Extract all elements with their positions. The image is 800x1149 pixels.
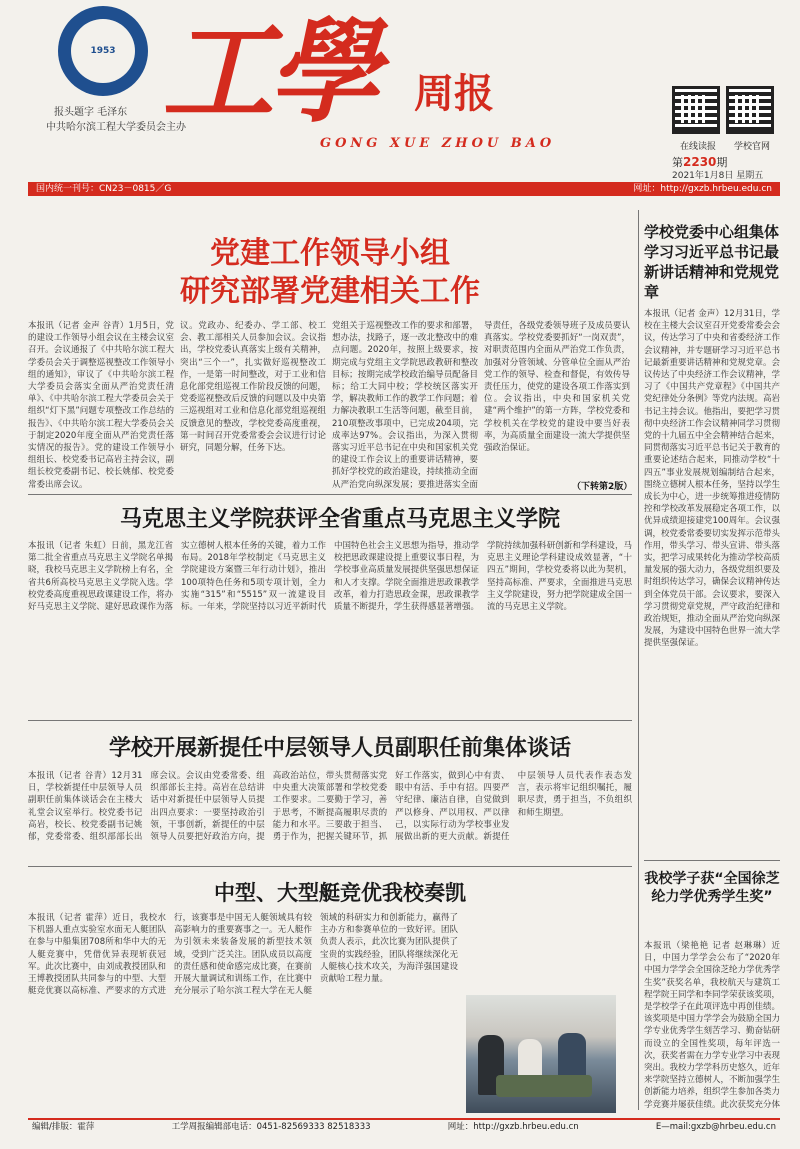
school-seal-logo	[58, 6, 148, 96]
qr-code-school-site[interactable]	[726, 86, 774, 134]
qr-right-label: 学校官网	[733, 142, 770, 152]
sidebar2-headline: 我校学子获“全国徐芝纶力学优秀学生奖”	[644, 871, 780, 905]
qr-left-label: 在线读报	[679, 142, 716, 152]
divider	[28, 720, 632, 721]
issue-value: 2230	[683, 155, 717, 169]
seal-year: 1953	[90, 46, 116, 56]
lead-story-column-1: 本报讯（记者 金声 谷青）1月5日，党的建设工作领导小组会议在主楼会议室召开。会议通报了《中共哈尔滨工程大学委员会关于调整巡视整改工作领导小组的通知》，审议了《中共哈尔滨工程大学委员会落实全面从严治党责任清单》、《中共哈尔滨工程大学委员会关于组织“灯下黑”问题专项整改工作总结的报告》、《中共哈尔滨工程大学委员会关于制定2020年度全面从严治党责任落实情况的报告》。党的建设工作领导小组组长、校党委书记高岩主持会议，副组长校党委副书记、校长姚郁、校党委常委出席会议。	[28, 321, 174, 490]
story3-body: 本报讯（记者 谷青）12月31日，学校新提任中层领导人员副职任前集体谈话会在主楼大礼堂会议室举行。校党委书记高岩，校长、校党委副书记姚郁，党委常委、组织部部长出席会议。会议由党委常委、组织部部长主持。高岩在总结讲话中对新提任中层领导人员提出四点要求：一要坚持政治引领，干事创新，新提任的中层领导人员要把好政治方向，提高政治站位，带头贯彻落实党中央重大决策部署和学校党委工作要求。二要勤于学习，善于思考，不断提高履职尽责的能力和水平。三要敢于担当、勇于作为，把握关键环节，抓好工作落实，做到心中有责、眼中有活、手中有招。四要严守纪律、廉洁自律，自觉做到严以修身、严以用权、严以律己，以实际行动为学校事业发展做出新的更大贡献。新提任中层领导人员代表作表态发言，表示将牢记组织嘱托，履职尽责，勇于担当，不负组织和师生期望。	[28, 771, 632, 843]
photo-boat-model	[496, 1075, 592, 1097]
story4-headline: 中型、大型艇竞优我校奏凯	[214, 881, 466, 905]
school-seal-inner	[71, 19, 135, 83]
lead-headline-line2: 研究部署党建相关工作	[180, 274, 480, 309]
story2-headline: 马克思主义学院获评全省重点马克思主义学院	[119, 507, 560, 532]
newspaper-pinyin: GONG XUE ZHOU BAO	[320, 136, 556, 151]
story3-headline: 学校开展新提任中层领导人员副职任前集体谈话	[108, 736, 571, 761]
footer-editor: 编辑/排版：霍萍	[32, 1122, 95, 1132]
divider	[28, 866, 632, 867]
footer-website[interactable]: 网址：http://gxzb.hrbeu.edu.cn	[447, 1122, 579, 1132]
newspaper-title: 周报	[414, 71, 494, 117]
lead-story-column-4: 导责任，各级党委领导班子及成员要认真落实。学校党委要抓好“一岗双责”，对职责范围内全面从严治党工作负责，加强对分管领域、分管单位全面从严治党工作的领导、检查和督促，有效传导责任压力，使党的建设各项工作落实到位。会议指出，中央和国家机关党建“两个维护”的第一方阵，学校党委和学校机关在学校党的建设中要当好表率，为高质量全面建设一流大学提供坚强政治保证。	[484, 321, 630, 454]
footer-office-phone: 工学周报编辑部电话：0451-82569333 82518333	[171, 1122, 371, 1132]
divider	[644, 860, 780, 861]
masthead-publisher: 中共哈尔滨工程大学委员会主办	[46, 122, 186, 133]
sidebar-divider	[638, 210, 639, 1110]
sidebar2-body: 本报讯（梁艳艳 记者 赵琳琳）近日，中国力学学会公布了“2020年中国力学学会全国徐芝纶力学优秀学生奖”获奖名单，我校航天与建筑工程学院王同学和李同学荣获该奖项，是学校学子在此项评选中再创佳绩。该奖项是中国力学学会为鼓励全国力学专业优秀学生刻苦学习、勤奋钻研而设立的全国性奖项，每年评选一次，获奖者需在力学专业学习中表现突出。我校力学学科历史悠久，近年来学院坚持立德树人，不断加强学生创新能力培养，组织学生参加各类力学竞赛并屡获佳绩。此次获奖充分体	[644, 941, 780, 1110]
lead-story-column-2: 议。党政办、纪委办、学工部、校工会、教工部相关人员参加会议。会议指出，学校党委认真落实上级有关精神，突出“三个一”，扎实做好巡视整改工作，一是第一时间整改，对于工业和信息化部党组巡视工作阶段反馈的问题，党委巡视整改后反馈的问题以及中央第三巡视组对工业和信息化部党组巡视组反馈意见的整改，学校党委高度重视，第一时间召开党委常委会会议进行讨论研究，同题分解，任务下达。	[180, 321, 326, 454]
lead-story-column-3: 党组关于巡视整改工作的要求和部署，想办法，找路子，逐一改北整改中的难点问题。2020年，按照上级要求，按期完成与党组主文学院思政教研和整改目标；按期完成学校政治编导员配备目标；给工大同中校；学校统区落实开学，解决教师工作的教学工作问题；着力解决教职工生活等问题，截至目前，210项整改事项中，已完成204项，完成率达97%。会议指出，为深入贯彻落实习近平总书记在中央和国家机关党的建设工作会议上的重要讲话精神，要抓好学校党的政治建设，持续推动全面从严治党向纵深发展；要推进落实全面	[332, 321, 478, 490]
publication-number: 国内统一刊号：CN23－0815／G	[36, 184, 172, 194]
sidebar1-headline: 学校党委中心组集体学习习近平总书记最新讲话精神和党规党章	[644, 223, 780, 301]
qr-code-online-reading[interactable]	[672, 86, 720, 134]
page-footer	[28, 1118, 780, 1132]
boat-team-photo	[466, 995, 616, 1113]
newspaper-logo: 工學	[162, 7, 374, 138]
lead-headline-line1: 党建工作领导小组	[210, 236, 450, 271]
footer-email[interactable]: E—mail:gxzb@hrbeu.edu.cn	[655, 1122, 776, 1132]
issue-suffix: 期	[716, 156, 728, 169]
website-url[interactable]: 网址：http://gxzb.hrbeu.edu.cn	[633, 184, 772, 194]
story4-body: 本报讯（记者 霍萍）近日，我校水下机器人重点实验室水面无人艇团队在参与中船集团708所和华中大的无人艇竞赛中，凭借优异表现斩获冠军。此次比赛中，由刘成教授团队和王博教授团队共同参与的中型、大型艇竞优赛以高标准、严要求的方式进行，该赛事是中国无人艇领域具有较高影响力的重要赛事之一。无人艇作为引领未来装备发展的新型技术领域，受到广泛关注。团队成员以高度的责任感和使命感完成比赛，在赛前开展大量调试和训练工作，在比赛中充分展示了哈尔滨工程大学在无人艇领域的科研实力和创新能力，赢得了主办方和参赛单位的一致好评。团队负责人表示，此次比赛为团队提供了宝贵的实践经验，团队将继续深化无人艇核心技术攻关，为海洋强国建设贡献哈工程力量。	[28, 913, 458, 997]
masthead-info-bar	[28, 182, 780, 196]
issue-prefix: 第	[672, 156, 683, 169]
divider	[28, 494, 632, 495]
story2-body: 本报讯（记者 朱虹）日前，黑龙江省第二批全省重点马克思主义学院名单揭晓，我校马克思主义学院榜上有名，全省共6所高校马克思主义学院入选。学校党委高度重视思政课建设工作，将办好马克思主义学院、建好思政课作为落实立德树人根本任务的关键，着力工作布局。2018年学校制定《马克思主义学院建设方案暨三年行动计划》，推出100项特色任务和5项专项计划，全力实施“315”和“5515”双一流建设目标。一年来，学院坚持以习近平新时代中国特色社会主义思想为指导，推动学校把思政课建设提上重要议事日程，为学校事业高质量发展提供坚强思想保证和人才支撑。学院全面推进思政课教学改革，着力打造思政金课，思政课教学质量不断提升，学生获得感显著增强。学院持续加强科研创新和学科建设，马克思主义理论学科建设成效显著，“十四五”期间，学校党委将以此为契机，坚持高标准、严要求，全面推进马克思主义学院建设，努力把学院建成全国一流的马克思主义学院。	[28, 541, 632, 613]
masthead-motto: 报头题字 毛泽东	[54, 107, 128, 118]
continued-on-page-2: （下转第2版）	[572, 482, 633, 492]
issue-date: 2021年1月8日 星期五	[672, 171, 764, 181]
sidebar1-body: 本报讯（记者 金声）12月31日，学校在主楼大会议室召开党委常委会会议，传达学习了中央和省委经济工作会议精神，并专题研学习习近平总书记最新重要讲话精神和党规党章。会议传达了中央经济工作会议精神，学习了《中国共产党章程》《中国共产党纪律处分条例》等党内法规。高岩书记主持会议。他指出，要把学习贯彻中央经济工作会议精神同学习贯彻党的十九届五中全会精神结合起来，同贯彻落实习近平总书记关于教育的重要论述结合起来，同推动学校“十四五”事业发展规划编制结合起来，围绕立德树人根本任务，坚持以学生成长为中心，进一步统筹推进疫情防控和学校改革发展稳定各项工作，以优异成绩迎接建党100周年。会议强调，校党委常委要切实发挥示范带头作用，带头学习、带头宣讲、带头落实，把学习成果转化为推动学校高质量发展的强大动力，各级党组织要及时组织传达学习，确保会议精神传达到全体党员干部。会议要求，要深入学习贯彻党章党规，严守政治纪律和政治规矩，推动全面从严治党向纵深发展，为建设中国特色世界一流大学提供坚强保证。	[644, 309, 780, 649]
